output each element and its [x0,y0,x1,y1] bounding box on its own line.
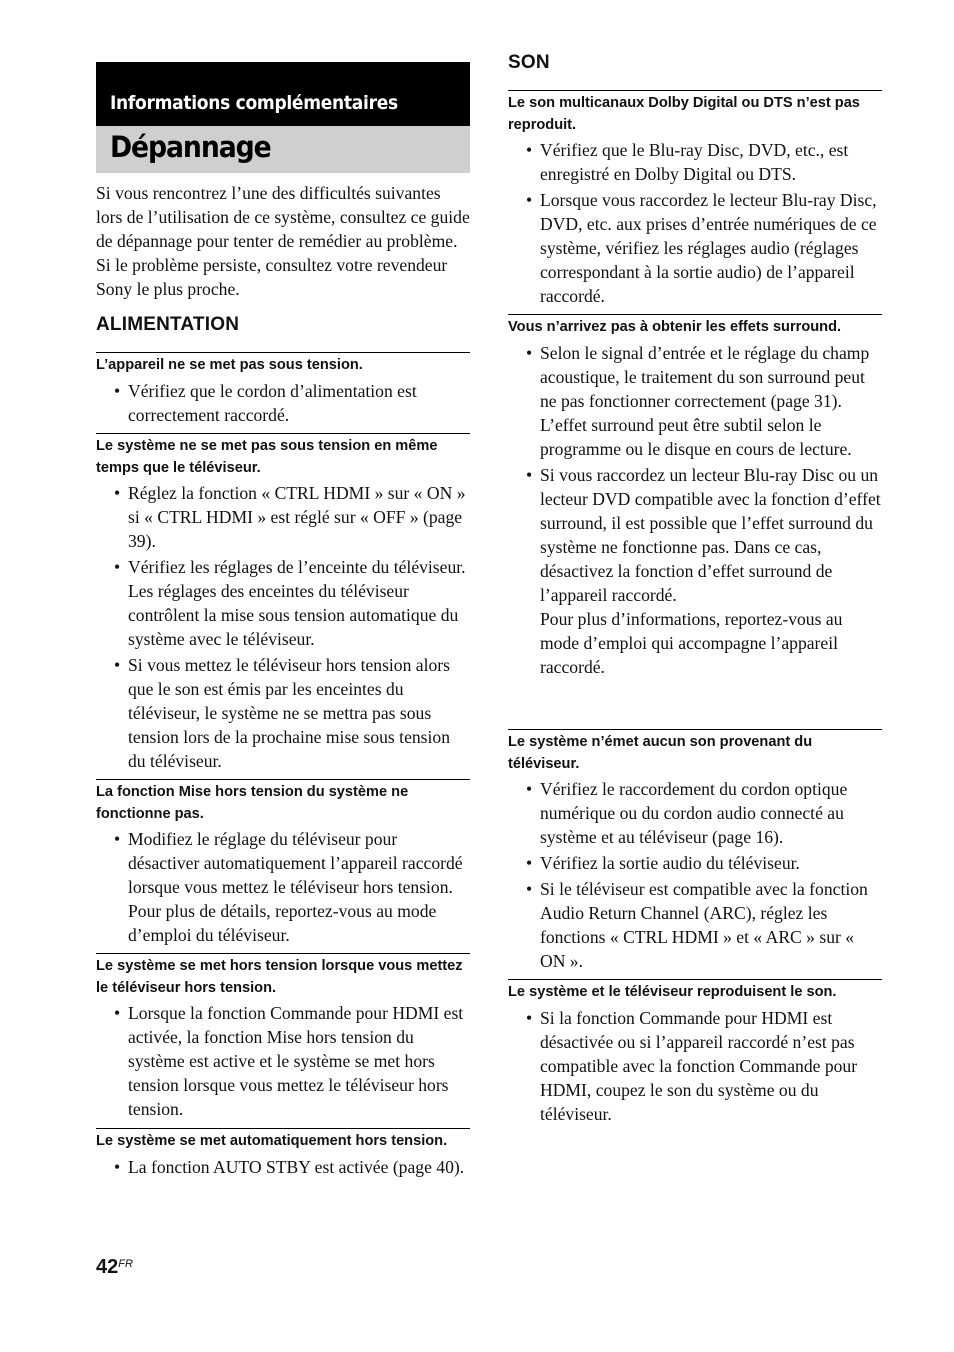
issue-question: La fonction Mise hors tension du système ne fonctionne pas. [96,784,409,822]
issue-bullets [96,379,470,427]
issue-block [96,352,470,429]
intro-paragraph: Si vous rencontrez l’une des difficultés suivantes lors de l’utilisation de ce système, consultez ce guide de dépannage pour tenter de remédier au problème. Si le problème persiste, consultez votre revendeur Sony le plus proche. [96,183,470,299]
issue-question: Vous n’arrivez pas à obtenir les effets surround. [508,319,842,335]
bullet-item: • Lorsque vous raccordez le lecteur Blu-ray Disc, DVD, etc. aux prises d’entrée numériques de ce système, vérifiez les réglages audio (réglages correspondant à la sortie audio) de l’appareil raccordé. [508,188,882,308]
issue-block [508,90,882,310]
issue-block [508,979,882,1128]
issue-bullets [96,827,470,947]
bullet-item: • Vérifiez que le Blu-ray Disc, DVD, etc., est enregistré en Dolby Digital ou DTS. [508,138,882,186]
issue-question: Le système ne se met pas sous tension en même temps que le téléviseur. [96,438,438,476]
bullet-item: • Lorsque la fonction Commande pour HDMI est activée, la fonction Mise hors tension du système est active et le système se met hors tension lorsque vous mettez le téléviseur hors tension. [96,1001,470,1121]
issue-question: Le système se met hors tension lorsque vous mettez le téléviseur hors tension. [96,958,463,996]
page-number-value: 42 [96,1256,119,1278]
bullet-item: • Si le téléviseur est compatible avec la fonction Audio Return Channel (ARC), réglez les fonctions « CTRL HDMI » et « ARC » sur « ON ». [508,877,882,973]
issue-question: Le système se met automatiquement hors tension. [96,1133,448,1149]
bullet-item: • Vérifiez le raccordement du cordon optique numérique ou du cordon audio connecté au système et au téléviseur (page 16). [508,777,882,849]
issue-question: L’appareil ne se met pas sous tension. [96,357,363,373]
issue-block [508,729,882,975]
issue-bullets [508,1006,882,1126]
issue-bullets [508,138,882,308]
issue-question: Le système n’émet aucun son provenant du téléviseur. [508,734,813,772]
bullet-item: • Si la fonction Commande pour HDMI est désactivée ou si l’appareil raccordé n’est pas compatible avec la fonction Commande pour HDMI, coupez le son du système ou du téléviseur. [508,1006,882,1126]
bullet-item [508,463,882,679]
bullet-item: • Vérifiez que le cordon d’alimentation est correctement raccordé. [96,379,470,427]
bullet-item: • Vérifiez la sortie audio du téléviseur. [508,851,882,875]
issue-bullets [508,341,882,679]
bullet-item: • Vérifiez les réglages de l’enceinte du téléviseur. Les réglages des enceintes du téléviseur contrôlent la mise sous tension automatique du système avec le téléviseur. [96,555,470,651]
category-title: Informations complémentaires [110,92,398,114]
title-banner [96,126,470,173]
page-number [96,1256,133,1279]
section-heading-son: SON [508,52,550,73]
page-lang-code: FR [118,1258,133,1270]
issue-bullets [508,777,882,973]
issue-question: Le son multicanaux Dolby Digital ou DTS n’est pas reproduit. [508,95,860,133]
bullet-item: • Selon le signal d’entrée et le réglage du champ acoustique, le traitement du son surround peut ne pas fonctionner correctement (page 31). L’effet surround peut être subtil selon le programme ou le disque en cours de lecture. [508,341,882,461]
bullet-text: • Si vous raccordez un lecteur Blu-ray Disc ou un lecteur DVD compatible avec la fonction d’effet surround, il est possible que l’effet surround du système ne fonctionne pas. Dans ce cas, désactivez la fonction d’effet surround de l’appareil raccordé. [540,464,881,605]
issue-block [96,953,470,1123]
issue-question: Le système et le téléviseur reproduisent le son. [508,984,837,1000]
issue-bullets [96,481,470,773]
issue-block [96,1128,470,1181]
bullet-item: • Si vous mettez le téléviseur hors tension alors que le son est émis par les enceintes du téléviseur, le système ne se mettra pas sous tension lors de la prochaine mise sous tension du téléviseur. [96,653,470,773]
page-title: Dépannage [110,130,271,164]
category-banner [96,62,470,126]
bullet-note: Pour plus d’informations, reportez-vous au mode d’emploi qui accompagne l’appareil raccordé. [540,608,843,677]
issue-bullets [96,1155,470,1179]
bullet-item: • Réglez la fonction « CTRL HDMI » sur « ON » si « CTRL HDMI » est réglé sur « OFF » (page 39). [96,481,470,553]
issue-block [508,314,882,681]
issue-block [96,433,470,775]
section-heading-alimentation: ALIMENTATION [96,314,240,335]
bullet-item: • Modifiez le réglage du téléviseur pour désactiver automatiquement l’appareil raccordé lorsque vous mettez le téléviseur hors tension. Pour plus de détails, reportez-vous au mode d’emploi du téléviseur. [96,827,470,947]
issue-bullets [96,1001,470,1121]
bullet-item: • La fonction AUTO STBY est activée (page 40). [96,1155,470,1179]
issue-block [96,779,470,949]
